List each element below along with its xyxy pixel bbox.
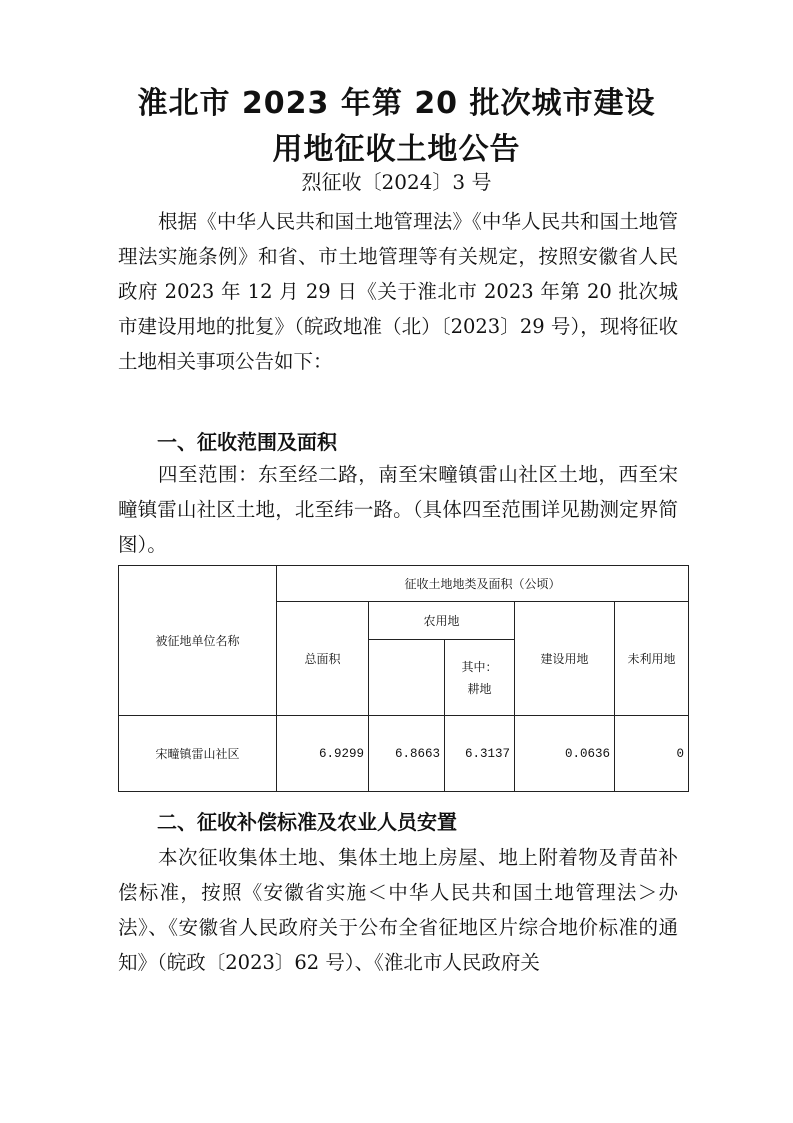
document-number: 烈征收〔2024〕3 号	[301, 170, 492, 194]
cell-unused: 0	[615, 716, 689, 792]
cell-construction: 0.0636	[515, 716, 615, 792]
header-cultivated-land: 其中：耕地	[445, 640, 515, 716]
header-unit-name: 被征地单位名称	[119, 566, 277, 716]
section2-paragraph: 本次征收集体土地、集体土地上房屋、地上附着物及青苗补偿标准，按照《安徽省实施＜中华人民共和国土地管理法＞办法》、《安徽省人民政府关于公布全省征地区片综合地价标准的通知》（皖政〔2023〕62 号）、《淮北市人民政府关	[118, 846, 678, 974]
header-land-type-group: 征收土地地类及面积（公顷）	[277, 566, 689, 602]
header-total-area: 总面积	[277, 602, 369, 716]
header-construction-land: 建设用地	[515, 602, 615, 716]
header-agri-blank	[369, 640, 445, 716]
section1-paragraph: 四至范围：东至经二路，南至宋疃镇雷山社区土地，西至宋疃镇雷山社区土地，北至纬一路。（具体四至范围详见勘测定界简图）。	[118, 463, 678, 556]
cell-agri: 6.8663	[369, 716, 445, 792]
section2-heading: 二、征收补偿标准及农业人员安置	[157, 810, 457, 834]
document-title-line1: 淮北市 2023 年第 20 批次城市建设	[137, 86, 656, 121]
document-title-line2: 用地征收土地公告	[272, 132, 521, 167]
table-row	[119, 716, 689, 792]
cell-cultivated: 6.3137	[445, 716, 515, 792]
header-agricultural-land: 农用地	[369, 602, 515, 640]
intro-paragraph: 根据《中华人民共和国土地管理法》《中华人民共和国土地管理法实施条例》和省、市土地管理等有关规定，按照安徽省人民政府 2023 年 12 月 29 日《关于淮北市 2023 年第 20 批次城市建设用地的批复》（皖政地准（北）〔2023〕29 号），现将征收土地相关事项公告如下：	[118, 210, 678, 373]
section1-heading: 一、征收范围及面积	[157, 430, 337, 454]
land-area-table	[118, 565, 689, 792]
cell-unit: 宋疃镇雷山社区	[119, 716, 277, 792]
cell-total: 6.9299	[277, 716, 369, 792]
header-unused-land: 未利用地	[615, 602, 689, 716]
